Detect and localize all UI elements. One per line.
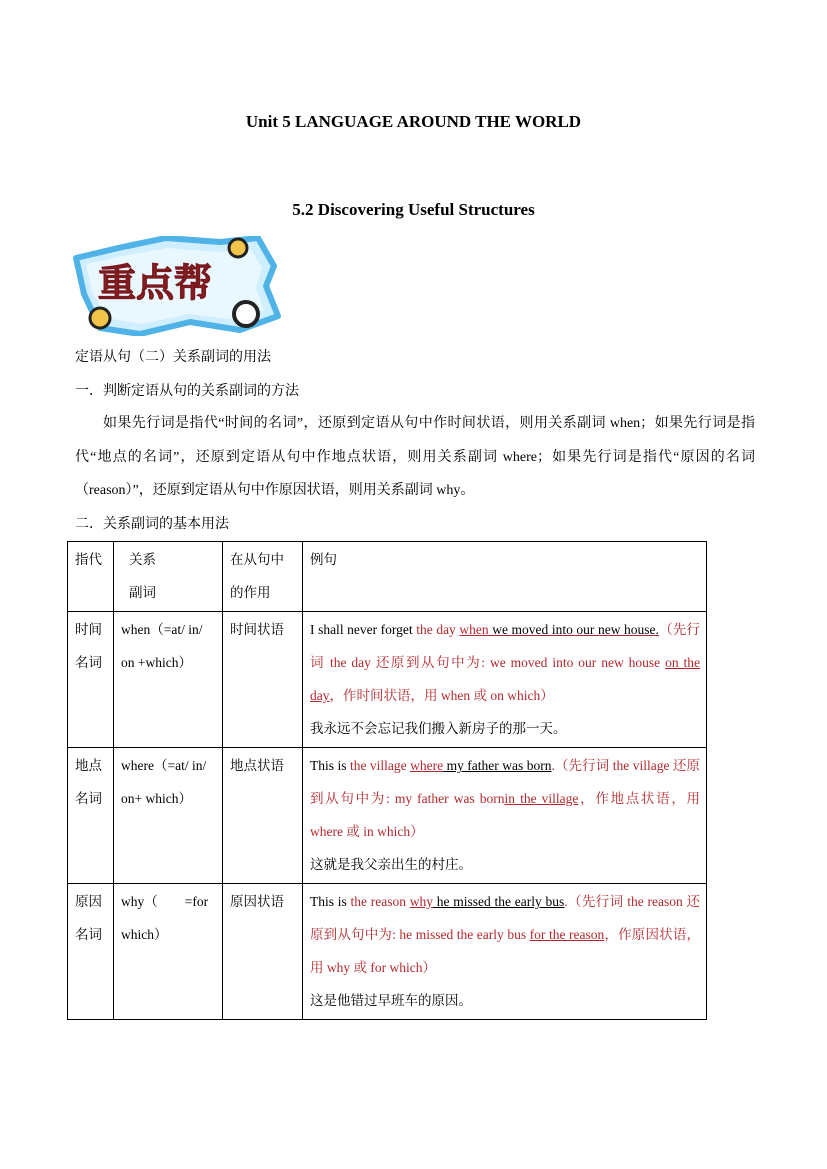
- logo-dot-top-right: [229, 239, 247, 257]
- cell-adverb: where（=at/ in/ on+ which）: [114, 748, 223, 884]
- cell-example: I shall never forget the day when we moved into our new house.（先行词 the day 还原到从句中为: we moved into our new house on the day，作时间状语，用 when 或 on which） 我永远不会忘记我们搬入新房子的那一天。: [303, 612, 707, 748]
- logo-dot-bottom-right: [234, 302, 258, 326]
- header-reference: 指代: [68, 542, 114, 612]
- cell-role: 原因状语: [223, 884, 303, 1020]
- document-title: Unit 5 LANGUAGE AROUND THE WORLD: [245, 112, 582, 131]
- header-adverb: 关系 副词: [114, 542, 223, 612]
- section-subtitle: 5.2 Discovering Useful Structures: [292, 200, 535, 219]
- cell-adverb: when（=at/ in/ on +which）: [114, 612, 223, 748]
- example-translation: 我永远不会忘记我们搬入新房子的那一天。: [310, 721, 567, 736]
- table-row: [68, 884, 707, 1020]
- example-translation: 这就是我父亲出生的村庄。: [310, 857, 472, 872]
- example-translation: 这是他错过早班车的原因。: [310, 993, 472, 1008]
- cell-reference: 原因 名词: [68, 884, 114, 1020]
- explanation-paragraph: 如果先行词是指代“时间的名词”，还原到定语从句中作时间状语，则用关系副词 when；如果先行词是指代“地点的名词”，还原到定语从句中作地点状语，则用关系副词 where；如果先行词是指代“原因的名词（reason）”，还原到定语从句中作原因状语，则用关系副词 why。: [75, 416, 755, 498]
- table-header-row: [68, 542, 707, 612]
- key-points-logo: [70, 236, 282, 336]
- heading-1: 一．判断定语从句的关系副词的方法: [75, 384, 299, 399]
- cell-example: This is the reason why he missed the early bus.（先行词 the reason 还原到从句中为: he missed the early bus for the reason，作原因状语，用 why 或 for which） 这是他错过早班车的原因。: [303, 884, 707, 1020]
- header-role: 在从句中 的作用: [223, 542, 303, 612]
- cell-adverb: why（ =for which）: [114, 884, 223, 1020]
- table-row: [68, 612, 707, 748]
- logo-dot-bottom-left: [90, 308, 110, 328]
- cell-reference: 时间 名词: [68, 612, 114, 748]
- relative-adverb-table: [67, 541, 707, 1020]
- logo-text: 重点帮: [98, 261, 213, 305]
- cell-role: 时间状语: [223, 612, 303, 748]
- header-example: 例句: [303, 542, 707, 612]
- table-row: [68, 748, 707, 884]
- cell-reference: 地点 名词: [68, 748, 114, 884]
- topic-heading: 定语从句（二）关系副词的用法: [75, 350, 271, 365]
- cell-role: 地点状语: [223, 748, 303, 884]
- heading-2: 二．关系副词的基本用法: [75, 517, 229, 532]
- cell-example: This is the village where my father was born.（先行词 the village 还原到从句中为: my father was bornin the village，作地点状语，用 where 或 in which） 这就是我父亲出生的村庄。: [303, 748, 707, 884]
